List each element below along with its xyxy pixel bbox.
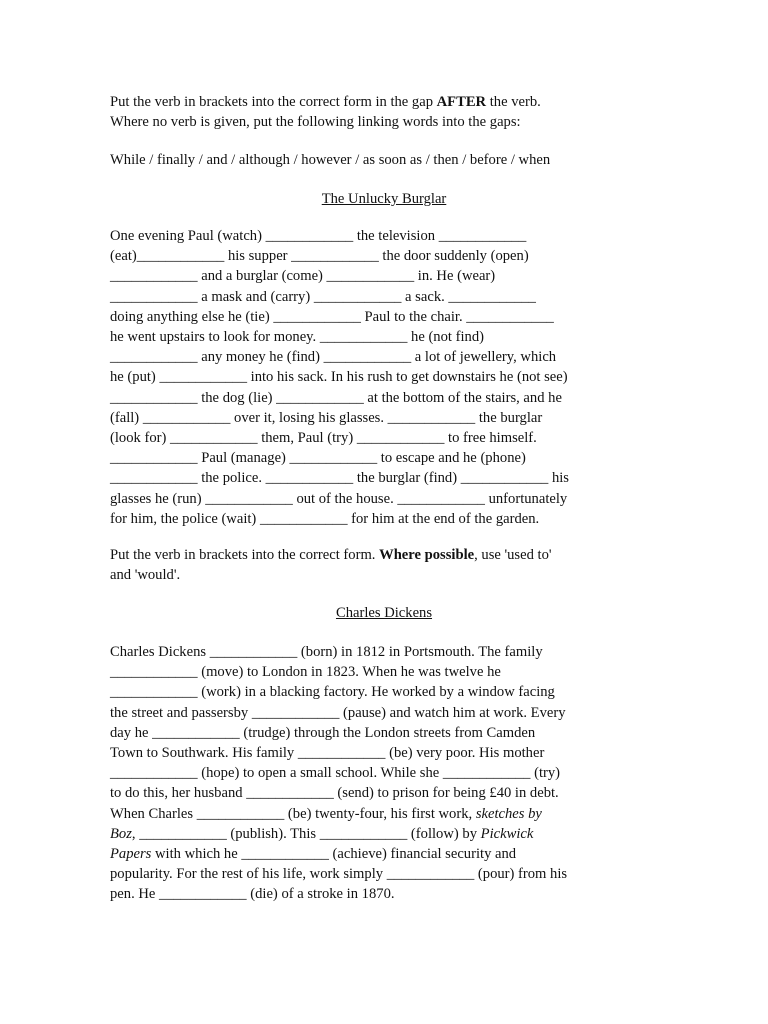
text-line: Boz, ____________ (publish). This ____________ (follow) by Pickwick: [110, 825, 534, 842]
text-line: ____________ the police. ____________ the burglar (find) ____________ his: [110, 470, 569, 487]
text-line: ____________ (hope) to open a small school. While she ____________ (try): [110, 765, 561, 782]
text-line: ____________ any money he (find) ____________ a lot of jewellery, which: [110, 349, 557, 366]
story-charles-dickens-text: [110, 642, 670, 905]
story-title-unlucky-burglar: The Unlucky Burglar: [321, 191, 447, 207]
text-line: One evening Paul (watch) ____________ the television ____________: [110, 228, 527, 244]
text-line: he went upstairs to look for money. ____________ he (not find): [110, 329, 484, 346]
linking-words-list: While / finally / and / although / however / as soon as / then / before / when: [110, 152, 551, 168]
instruction-line: and 'would'.: [110, 567, 181, 584]
text-line: Charles Dickens ____________ (born) in 1812 in Portsmouth. The family: [110, 644, 543, 660]
text-line: pen. He ____________ (die) of a stroke in 1870.: [110, 886, 395, 903]
text-line: When Charles ____________ (be) twenty-four, his first work, sketches by: [110, 805, 542, 822]
instructions-verb-form: [110, 92, 670, 132]
text-line: Town to Southwark. His family ____________ (be) very poor. His mother: [110, 745, 545, 762]
emphasis-after: AFTER: [436, 94, 487, 110]
instruction-line: Where no verb is given, put the following linking words into the gaps:: [110, 114, 521, 131]
story-title-charles-dickens: Charles Dickens: [335, 605, 433, 621]
text-line: he (put) ____________ into his sack. In his rush to get downstairs he (not see): [110, 369, 568, 386]
text-line: to do this, her husband ____________ (send) to prison for being £40 in debt.: [110, 785, 559, 802]
emphasis-where-possible: Where possible: [379, 547, 475, 563]
text-line: (eat)____________ his supper ____________ the door suddenly (open): [110, 248, 529, 265]
text-line: ____________ the dog (lie) ____________ at the bottom of the stairs, and he: [110, 389, 562, 406]
text-line: ____________ Paul (manage) ____________ to escape and he (phone): [110, 450, 526, 467]
text-line: the street and passersby ____________ (pause) and watch him at work. Every: [110, 704, 566, 721]
text-line: day he ____________ (trudge) through the London streets from Camden: [110, 724, 536, 741]
text-line: ____________ (work) in a blacking factory. He worked by a window facing: [110, 684, 555, 701]
text-line: for him, the police (wait) ____________ for him at the end of the garden.: [110, 510, 540, 527]
text-line: (look for) ____________ them, Paul (try) ____________ to free himself.: [110, 430, 537, 447]
text-line: popularity. For the rest of his life, work simply ____________ (pour) from his: [110, 866, 568, 883]
instruction-line: Put the verb in brackets into the correct form. Where possible, use 'used to': [110, 547, 552, 563]
text-line: ____________ and a burglar (come) ____________ in. He (wear): [110, 268, 496, 285]
text-line: doing anything else he (tie) ____________ Paul to the chair. ____________: [110, 308, 554, 325]
text-line: ____________ (move) to London in 1823. When he was twelve he: [110, 664, 501, 681]
instruction-line: Put the verb in brackets into the correct form in the gap AFTER the verb.: [110, 94, 541, 110]
text-line: Papers with which he ____________ (achieve) financial security and: [110, 846, 517, 863]
story-unlucky-burglar-text: [110, 226, 670, 529]
text-line: glasses he (run) ____________ out of the house. ____________ unfortunately: [110, 490, 568, 507]
text-line: (fall) ____________ over it, losing his glasses. ____________ the burglar: [110, 409, 543, 426]
instructions-used-to-would: [110, 545, 670, 585]
text-line: ____________ a mask and (carry) ____________ a sack. ____________: [110, 288, 536, 305]
